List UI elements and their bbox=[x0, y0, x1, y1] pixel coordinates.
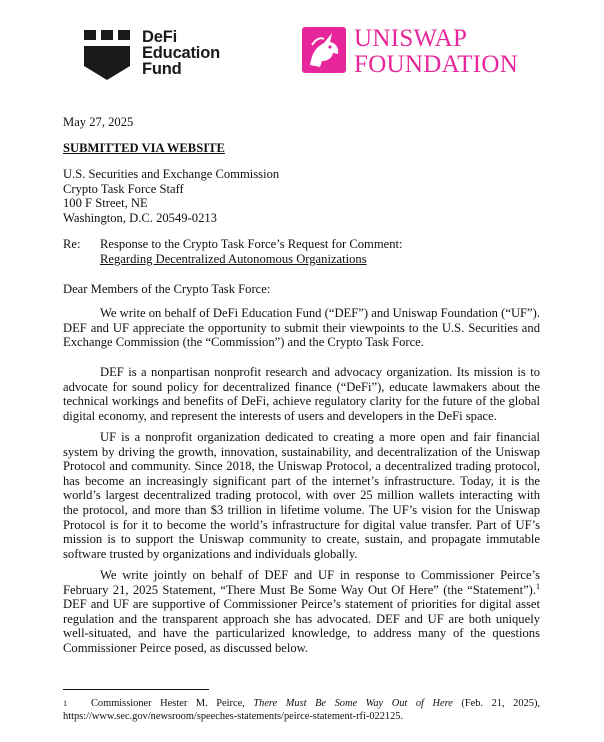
re-label: Re: bbox=[63, 237, 81, 251]
re-line-1: Response to the Crypto Task Force’s Request for Comment: bbox=[100, 237, 403, 251]
footnote-text-b: (Feb. 21, 2025), https://www.sec.gov/newsroom/speeches-statements/peirce-statement-rfi-022125. bbox=[63, 698, 540, 722]
uniswap-foundation-logo bbox=[302, 25, 532, 87]
recipient-address bbox=[63, 167, 540, 225]
address-line: U.S. Securities and Exchange Commission bbox=[63, 167, 280, 181]
paragraph-4-text-b: DEF and UF are supportive of Commissioner Peirce’s statement of priorities for digital asset regulation and the transparent approach she has advocated. DEF and UF are both uniquely well-situated, and have the particularized knowledge, to address many of the questions Commissioner Peirce posed, as discussed below. bbox=[63, 597, 540, 655]
footnote-divider bbox=[63, 689, 209, 690]
paragraph-3: UF is a nonprofit organization dedicated to creating a more open and fair financial system by driving the growth, innovation, sustainability, and decentralization of the Uniswap Protocol and community. Since 2018, the Uniswap Protocol, a decentralized trading protocol, has become an increasingly significant part of the internet’s infrastructure. Today, it is the world’s largest decentralized trading protocol, with over 25 million wallets interacting with the protocol, and more than $3 trillion in lifetime volume. The UF’s vision for the Uniswap Protocol is for it to become the world’s infrastructure for digital value transfer. Part of UF’s mission is to support the Uniswap community to create, sustain, and propagate immutable software trusted by organizations and individuals globally. bbox=[63, 430, 540, 561]
footnote-number: 1 bbox=[63, 699, 67, 708]
paragraph-4-text-a: We write jointly on behalf of DEF and UF in response to Commissioner Peirce’s February 21, 2025 Statement, “There Must Be Some Way Out Of Here” (the “Statement”). bbox=[63, 568, 540, 597]
letterhead bbox=[0, 22, 604, 92]
shield-book-icon bbox=[84, 30, 132, 82]
defi-logo-line3: Fund bbox=[142, 60, 182, 78]
address-line: Washington, D.C. 20549-0213 bbox=[63, 210, 217, 225]
paragraph-2: DEF is a nonpartisan nonprofit research and advocacy organization. Its mission is to advocate for sound policy for decentralized finance (“DeFi”), educate lawmakers about the technical workings and benefits of DeFi, achieve regulatory clarity for the future of the global digital economy, and represent the interests of users and developers in the DeFi space. bbox=[63, 365, 540, 423]
footnote-text-a: Commissioner Hester M. Peirce, bbox=[91, 698, 254, 709]
footnote-ref: 1 bbox=[536, 581, 540, 591]
re-body bbox=[100, 237, 540, 266]
unicorn-icon bbox=[302, 27, 346, 73]
defi-logo-line1: DeFi bbox=[142, 28, 177, 46]
salutation: Dear Members of the Crypto Task Force: bbox=[63, 282, 271, 296]
letter-date: May 27, 2025 bbox=[63, 115, 134, 129]
address-line: 100 F Street, NE bbox=[63, 196, 148, 211]
paragraph-4 bbox=[63, 568, 540, 656]
submission-method: SUBMITTED VIA WEBSITE bbox=[63, 141, 225, 155]
paragraph-1: We write on behalf of DeFi Education Fund (“DEF”) and Uniswap Foundation (“UF”). DEF and UF appreciate the opportunity to submit their viewpoints to the U.S. Securities and Exchange Commission (the “Commission”) and the Crypto Task Force. bbox=[63, 306, 540, 350]
footnote bbox=[63, 697, 540, 723]
defi-logo-text bbox=[142, 29, 220, 77]
re-line-2: Regarding Decentralized Autonomous Organizations bbox=[100, 251, 367, 266]
defi-logo-line2: Education bbox=[142, 44, 220, 62]
address-line: Crypto Task Force Staff bbox=[63, 181, 184, 196]
uniswap-logo-line1: UNISWAP bbox=[354, 25, 468, 52]
uniswap-logo-text bbox=[354, 26, 518, 78]
footnote-title: There Must Be Some Way Out of Here bbox=[253, 698, 453, 709]
defi-education-fund-logo bbox=[84, 29, 224, 89]
uniswap-logo-line2: FOUNDATION bbox=[354, 51, 519, 78]
